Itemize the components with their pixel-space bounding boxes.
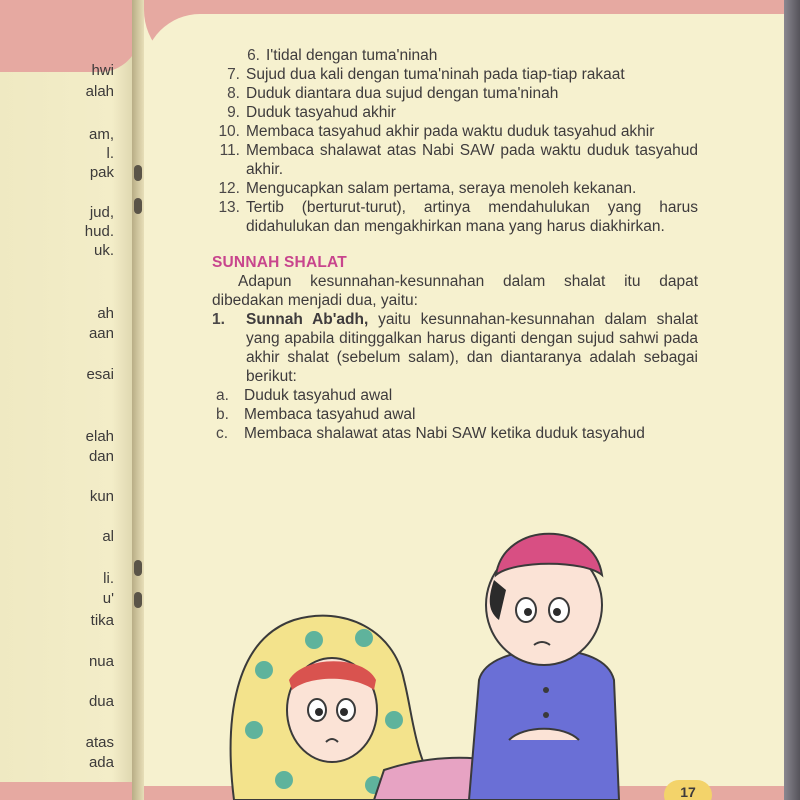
list-number: 9. <box>227 104 240 121</box>
left-fragment: u' <box>102 590 114 607</box>
page-number: 17 <box>664 780 712 800</box>
left-fragment: al <box>102 528 114 545</box>
list-item <box>212 65 698 84</box>
list-item <box>212 84 698 103</box>
left-fragment: hwi <box>91 62 114 79</box>
left-fragment: tika <box>90 612 114 629</box>
left-fragment: elah <box>85 428 114 445</box>
left-fragment: jud, <box>89 204 114 221</box>
left-fragment: atas <box>85 734 114 751</box>
left-fragment: dan <box>88 448 114 465</box>
left-page <box>0 0 140 800</box>
list-number: 11. <box>219 142 240 159</box>
left-fragment: l. <box>106 145 114 162</box>
section-intro: Adapun kesunnahan-kesunnahan dalam shalat itu dapat dibedakan menjadi dua, yaitu: <box>212 273 698 309</box>
right-page <box>144 0 784 800</box>
sunnah-item <box>212 310 698 386</box>
list-number: 13. <box>218 199 240 216</box>
sub-list-text: Duduk tasyahud awal <box>244 387 393 404</box>
binding-ring <box>134 560 142 576</box>
left-fragment: dua <box>88 693 114 710</box>
list-number: 8. <box>227 85 240 102</box>
sub-list-text: Membaca shalawat atas Nabi SAW ketika duduk tasyahud <box>244 425 645 442</box>
list-number: 12. <box>218 180 240 197</box>
list-text: Membaca tasyahud akhir pada waktu duduk tasyahud akhir <box>246 123 655 140</box>
sunnah-term: Sunnah Ab'adh, <box>246 311 369 328</box>
list-text: Duduk tasyahud akhir <box>246 104 396 121</box>
left-fragment: hud. <box>84 223 114 240</box>
sub-list-item <box>212 405 698 424</box>
list-text: Membaca shalawat atas Nabi SAW pada waktu duduk tasyahud akhir. <box>246 142 698 178</box>
list-item <box>212 46 698 65</box>
left-fragment: kun <box>89 488 114 505</box>
sub-list-item <box>212 386 698 405</box>
binding-ring <box>134 165 142 181</box>
left-fragment: am, <box>88 126 114 143</box>
sub-list-letter: c. <box>216 425 229 442</box>
left-fragment: ah <box>97 305 114 322</box>
left-fragment: aan <box>88 325 114 342</box>
binding-ring <box>134 592 142 608</box>
left-page-bottom-band <box>0 782 140 800</box>
left-fragment: pak <box>89 164 114 181</box>
left-fragment: uk. <box>93 242 114 259</box>
list-item <box>212 122 698 141</box>
sunnah-description: yaitu kesunnahan-kesunnahan dalam shalat yang apabila ditinggalkan harus diganti dengan sujud sahwi pada akhir shalat (sebelum salam), dan diantaranya adalah sebagai berikut: <box>246 311 698 385</box>
list-item <box>212 198 698 236</box>
list-number: 1. <box>212 311 225 328</box>
page-body <box>212 46 698 443</box>
left-fragment: esai <box>86 366 114 383</box>
list-text: Duduk diantara dua sujud dengan tuma'ninah <box>246 85 559 102</box>
children-illustration <box>214 520 774 800</box>
boy-shirt <box>469 650 619 800</box>
list-item <box>212 103 698 122</box>
book-cover-edge <box>784 0 800 800</box>
list-number: 10. <box>218 123 240 140</box>
list-item <box>212 141 698 179</box>
left-fragment: li. <box>103 570 114 587</box>
binding-ring <box>134 198 142 214</box>
list-text: Sujud dua kali dengan tuma'ninah pada tiap-tiap rakaat <box>246 66 625 83</box>
list-text: Mengucapkan salam pertama, seraya menoleh kekanan. <box>246 180 637 197</box>
left-page-top-band <box>0 0 140 72</box>
sub-list-letter: a. <box>216 387 229 404</box>
list-text: Tertib (berturut-turut), artinya mendahulukan yang harus didahulukan dan mengakhirkan mana yang harus diakhirkan. <box>246 199 698 235</box>
sunnah-item-text <box>246 310 698 386</box>
sub-list-text: Membaca tasyahud awal <box>244 406 416 423</box>
list-number: 6. <box>247 47 260 64</box>
section-heading: SUNNAH SHALAT <box>212 254 347 271</box>
list-item <box>212 179 698 198</box>
left-fragment: nua <box>88 653 114 670</box>
list-text: I'tidal dengan tuma'ninah <box>266 47 438 64</box>
left-fragment: ada <box>88 754 114 771</box>
list-number: 7. <box>227 66 240 83</box>
sub-list-letter: b. <box>216 406 229 423</box>
sub-list-item <box>212 424 698 443</box>
left-fragment: alah <box>85 83 114 100</box>
